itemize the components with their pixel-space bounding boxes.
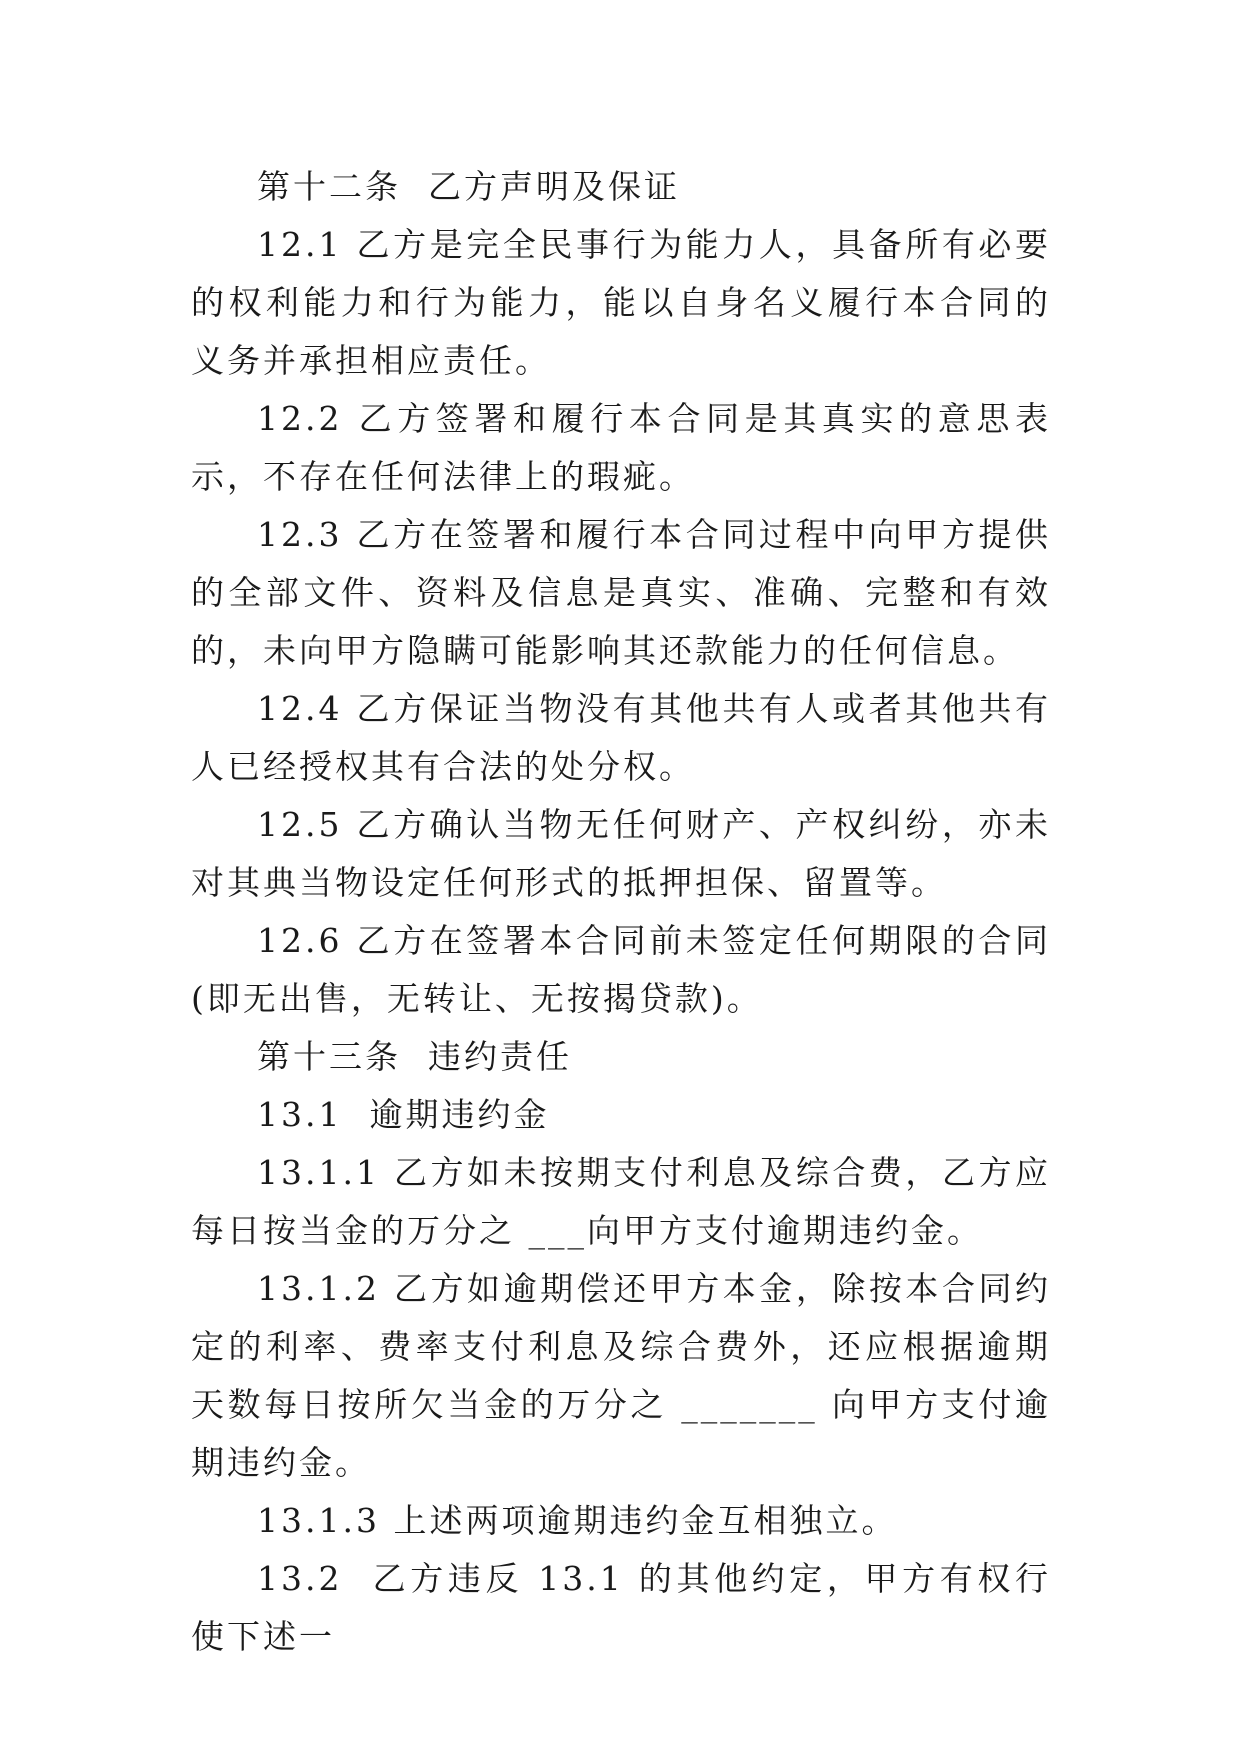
article-13-heading: 第十三条 违约责任: [257, 1037, 572, 1076]
clause-13-1-1: 13.1.1 乙方如未按期支付利息及综合费，乙方应每日按当金的万分之 ___向甲方支付逾期违约金。: [191, 1153, 1051, 1250]
article-12-heading: 第十二条 乙方声明及保证: [257, 167, 680, 206]
clause-12-2: 12.2 乙方签署和履行本合同是其真实的意思表示，不存在任何法律上的瑕疵。: [191, 399, 1051, 496]
clause-13-1-2: 13.1.2 乙方如逾期偿还甲方本金，除按本合同约定的利率、费率支付利息及综合费外，还应根据逾期天数每日按所欠当金的万分之 _______ 向甲方支付逾期违约金。: [191, 1269, 1051, 1482]
clause-12-3: 12.3 乙方在签署和履行本合同过程中向甲方提供的全部文件、资料及信息是真实、准确、完整和有效的，未向甲方隐瞒可能影响其还款能力的任何信息。: [191, 515, 1051, 670]
document-body: [191, 158, 1051, 1666]
clause-13-1: 13.1 逾期违约金: [257, 1095, 550, 1134]
clause-12-5: 12.5 乙方确认当物无任何财产、产权纠纷，亦未对其典当物设定任何形式的抵押担保、留置等。: [191, 805, 1051, 902]
clause-13-1-3: 13.1.3 上述两项逾期违约金互相独立。: [257, 1501, 898, 1540]
clause-13-2: 13.2 乙方违反 13.1 的其他约定，甲方有权行使下述一: [191, 1559, 1051, 1656]
clause-12-4: 12.4 乙方保证当物没有其他共有人或者其他共有人已经授权其有合法的处分权。: [191, 689, 1051, 786]
clause-12-1: 12.1 乙方是完全民事行为能力人，具备所有必要的权利能力和行为能力，能以自身名义履行本合同的义务并承担相应责任。: [191, 225, 1051, 380]
clause-12-6: 12.6 乙方在签署本合同前未签定任何期限的合同(即无出售，无转让、无按揭贷款)。: [191, 921, 1051, 1018]
